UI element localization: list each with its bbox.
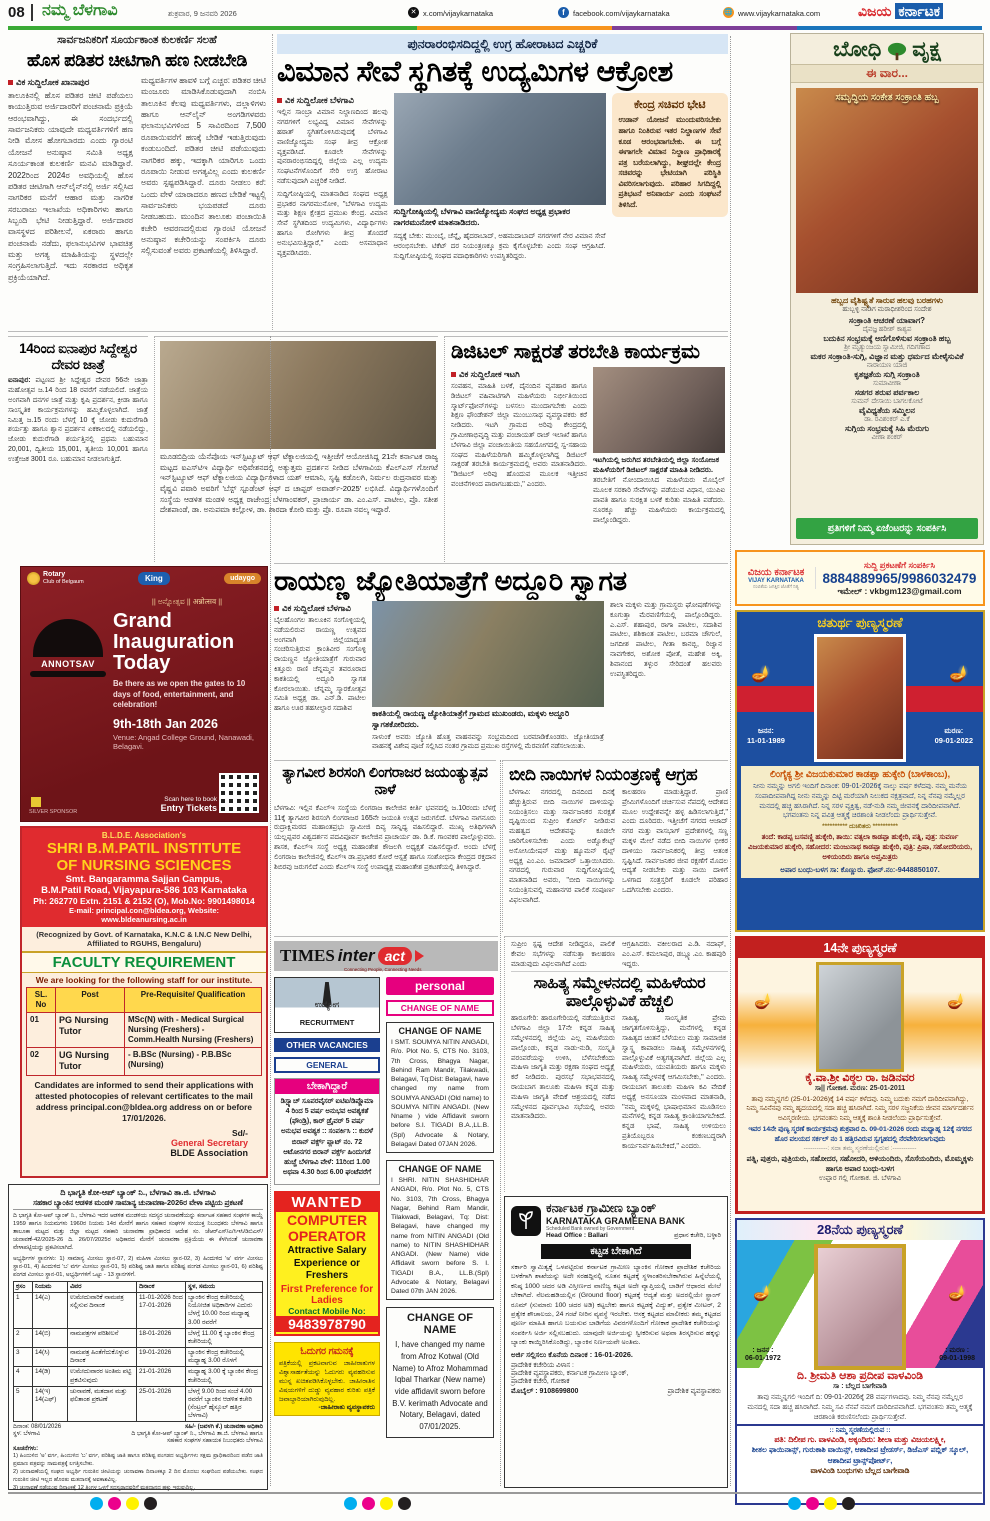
obit3-title: 28ನೆಯ ಪುಣ್ಯಸ್ಮರಣೆ bbox=[737, 1220, 983, 1240]
rotary-wheel-icon bbox=[27, 572, 40, 585]
readers-note-title: ಓದುಗರ ಗಮನಕ್ಕೆ bbox=[300, 1345, 354, 1357]
lamp-icon: 🪔 bbox=[751, 666, 771, 683]
bodhi-title-right: ವೃಕ್ಷ bbox=[912, 38, 941, 61]
obituary-14th bbox=[735, 936, 985, 1214]
sankranti-photo bbox=[796, 88, 978, 293]
lamp-icon: 🪔 bbox=[947, 993, 966, 1010]
bodhi-vruksha-panel bbox=[790, 33, 984, 545]
election-bank-name: ದಿ ಭಾಗ್ಯತಿ ಕೋ-ಆಪ್ ಬ್ಯಾಂಕ್ ನಿ., ಬೆಳಗಾವಿ ತಾ.ಜಿ. ಬೆಳಗಾವಿ bbox=[60, 1188, 216, 1197]
blde-faculty-heading: FACULTY REQUIREMENT bbox=[22, 951, 266, 973]
annotsav-dates: 9th-18th Jan 2026 bbox=[113, 716, 218, 731]
obit1-birth: 11-01-1989 bbox=[747, 736, 785, 745]
wanted-phone[interactable]: 9483978790 bbox=[276, 1316, 378, 1332]
sahitya-col2: ಸಾಹಿತ್ಯ, ಸಾಂಸ್ಕೃತಿಕ ಪ್ರೇಮ ಜಾಗೃತಗೊಳಿಸುತ್ತಿದ್ದು, ಮನೆಗಳಲ್ಲಿ ಕನ್ನಡ ಸಾಹಿತ್ಯದ ಚಿಂತನೆ ಬೆಳೆಯಲು ಮತ್ತು ಸಾಮಾಜಿಕ ಸ್ವಾಸ್ಥ್ಯ ಕಾಪಾಡಲು ಸಾಹಿತ್ಯ ಸಮ್ಮೇಳನಗಳಲ್ಲಿ ಪಾಲ್ಗೊಳ್ಳುವಿಕೆ ಅತ್ಯಗತ್ಯವಾಗಿದೆ. ಜಿಲ್ಲೆಯ ಎಲ್ಲ ಮಹಿಳೆಯರು, ಯುವತಿಯರು ಹಾಗೂ ಮಕ್ಕಳು ಸಾಹಿತ್ಯ ಸಮ್ಮೇಳನಕ್ಕೆ ಆಗಮಿಸಬೇಕು,'' ಎಂದರು. ರಾಯಬಾಗ ತಾಲೂಕು ಮಹಿಳಾ ಕವಿ ವೇದಿಕೆ ಅಧ್ಯಕ್ಷೆ ಅನಸೂಯಾ ಮಂಳವಾದ ಮಾತನಾಡಿ, ''ನಮ್ಮ ಮಕ್ಕಳಲ್ಲಿ ಭಾಷಾಭಿಮಾನ ಮೂಡಿಸಲು ಮನೆಗಳಲ್ಲಿ ಕನ್ನಡ ಸಾಹಿತ್ಯ ಕ್ರಾಂತಿಯಾಗಬೇಕಿದೆ. ಕನ್ನಡ ಭಾಷೆ, ಸಾಹಿತ್ಯ ಉಳಿಯಲು ಪ್ರತಿಯೊಬ್ಬರೂ ಕಂಕಣಬದ್ಧರಾಗಿ ಕಾರ್ಯನಿರ್ವಹಿಸಬೇಕಿದೆ,'' ಎಂದರು. bbox=[622, 1015, 726, 1150]
vk-logo-en: VIJAY KARNATAKA bbox=[748, 578, 804, 584]
election-schedule-table: ಕ್ರಸಂ ನಿಯಮ ವಿವರ ದಿನಾಂಕ ಸ್ಥಳ, ಸಮಯ 1 14(ಎ) ಉಮೇದುವಾರಿಕೆ ನಾಮಪತ್ರ ಸಲ್ಲಿಸುವ ದಿನಾಂಕ 11-01-2026 ರಿಂದ 17-01-2026 ಬ್ಯಾಂಕಿನ ಕೇಂದ್ರ ಕಚೇರಿಯಲ್ಲಿ ನಿಯೋಜಿತ ಅಧಿಕಾರಿಗಳ ಎದುರು ಬೆಳಗ್ಗೆ 10.00 ರಿಂದ ಮಧ್ಯಾಹ್ನ 3.00 ರವರೆಗೆ 2 14(ಬಿ) ನಾಮಪತ್ರಗಳ ಪರಿಶೀಲನೆ 18-01-2026 ಬೆಳಗ್ಗೆ 11.00 ಕ್ಕೆ ಬ್ಯಾಂಕಿನ ಕೇಂದ್ರ ಕಚೇರಿಯಲ್ಲಿ 3 14(ಸಿ) ನಾಮಪತ್ರ ಹಿಂತೆಗೆದುಕೊಳ್ಳುವ ದಿನಾಂಕ 19-01-2026 ಬ್ಯಾಂಕಿನ ಕೇಂದ್ರ ಕಚೇರಿಯಲ್ಲಿ ಮಧ್ಯಾಹ್ನ 3.00 ರೊಳಗೆ 4 14(ಡಿ) ಉಮೇದುವಾರರ ಅಂತಿಮ ಪಟ್ಟಿ ಪ್ರಕಟಿಸುವುದು 21-01-2026 ಮಧ್ಯಾಹ್ನ 3.00 ಕ್ಕೆ ಬ್ಯಾಂಕಿನ ಕೇಂದ್ರ ಕಚೇರಿಯಲ್ಲಿ 5 14(ಇ) 14(ಎಫ್) ಚುನಾವಣೆ, ಮತದಾನ ಮತ್ತು ಫಲಿತಾಂಶ ಪ್ರಕಟಣೆ 25-01-2026 ಬೆಳಗ್ಗೆ 9.00 ರಿಂದ ಸಂಜೆ 4.00 ರವರೆಗೆ ಬ್ಯಾಂಕಿನ ಆಡಳಿತ ಕಚೇರಿ (ಸೆಂಟ್ರಲ್ ಹೈಸ್ಕೂಲ್ ಹತ್ತಿರ ಬೆಳಗಾವಿ) bbox=[13, 1281, 263, 1423]
wanted-l1: WANTED bbox=[276, 1193, 378, 1212]
blde-assoc2: BLDE Association bbox=[170, 1148, 248, 1159]
section-rule bbox=[8, 331, 728, 332]
obit2-name: ಕೈ.ವಾ.ಶ್ರೀ ವಿಠ್ಠಲ ರಾ. ಜಡಿನವರ bbox=[805, 1072, 915, 1084]
x-link[interactable]: x.com/vijaykarnataka bbox=[423, 9, 494, 18]
jatre-dateline: ಐನಾಪುರ: bbox=[8, 377, 31, 385]
bekagiddare-body: ಡಿಸ್ಪ್ಯಾಚ್ ಸೂಪರವೈಸರ್ ಐಟಿಐ/ಡಿಪ್ಲೊಮಾ 4 ರಿಂದ 5 ವರ್ಷ ಅನುಭವ ಅವಶ್ಯಕತೆ (ಫೌಂಡ್ರಿ), ಕಾರ್ ಡ್ರೈವರ್ 5 ವರ್ಷ ಅನುಭವ ಅವಶ್ಯಕ :: ಸಂಪರ್ಕಿಸಿ :: ಕುದಳೆ ಬಿರಾನ್ ವರ್ಕ್ಸ್ ಪ್ಲಾಟ್ ನಂ. 72 ಆಟೋನಗರ ಬಿರಾನ್ ವರ್ಕ್ಸ್ ಹಿಂದುಗಡೆ ಹುಚ್ಚೆ ಬೆಳಗಾವಿ ವೇಳೆ: 11ರಿಂದ 1.00 ಅಥವಾ 4.30 ರಿಂದ 6.00 ಘಂಟೆವರೆಗೆ bbox=[280, 1098, 374, 1176]
change-of-name-notice: CHANGE OF NAME I SMT. SOUMYA NITIN ANGADI, R/o. Plot No. 5, CTS No. 3103, 7th Cross, Bhagya Nagar, Behind Ram Mandir, Tilakwadi, Belagavi, Tq:Dist: Belagavi, have changed my name from SOUMYA ANGADI (Old name) to SOUMYA NITIN ANGADI. (New Nname ) vide Affidavit sworn before S.I. TIGADI B.A.,LL.B.(Spl) Advocate & Notary, Belagavi Dated 07JAN 2026. bbox=[386, 1022, 494, 1153]
column-divider bbox=[730, 36, 731, 1486]
obit1-name: ಲಿಂಗೈಕ್ಯ ಶ್ರೀ ವಿಜಯಕುಮಾರ ಕಾಡಪ್ಪಾ ಹುಕ್ಕೇರಿ (ಬಾಳಕಾಂಬ), bbox=[769, 769, 951, 780]
bodhi-item: ಕೃತಜ್ಞತೆಯ ಸುಗ್ಗಿ ಸಂಕ್ರಾಂತಿ ಸುಮಾವೀಣಾ bbox=[854, 370, 920, 387]
obit1-title: ಚತುರ್ಥ ಪುಣ್ಯಸ್ಮರಣೆ bbox=[817, 615, 903, 630]
blde-th-qual: Pre-Requisite/ Qualification bbox=[125, 988, 262, 1013]
digital-col1: ಸಂವಹನ, ಮಾಹಿತಿ ಬಳಕೆ, ದೈನಂದಿನ ವ್ಯವಹಾರ ಹಾಗೂ ಡಿಜಿಟಲ್ ವಹಿವಾಟಿಗಾಗಿ ಮಹಿಳೆಯರು ನಿರ್ಭೀತಿಯಿಂದ ಸ್ಮಾರ್ಟ್‌ಫೋನ್‌ಗಳನ್ನು ಬಳಸಲು ಮುಂದಾಗಬೇಕು ಎಂದು ಶಿಕ್ಷಣ ಫೌಂಡೇಶನ್ ಜಿಲ್ಲಾ ಮುಂಬುಸಾಥ ವ್ಯವಸ್ಥಾಪಕರು ಕರೆ ನೀಡಿದರು. ಇಟಗಿ ಗ್ರಾಮದ ಅರಿವು ಕೇಂದ್ರದಲ್ಲಿ ಗ್ರಾಮೀಣಾಭಿವೃದ್ಧಿ ಮತ್ತು ಪಂಚಾಯತ್ ರಾಜ್ ಇಲಾಖೆ ಹಾಗೂ ಬೆಳಗಾವಿ ಜಿಲ್ಲಾ ಪಂಚಾಯಿತಿಯ ಸಹಯೋಗದಲ್ಲಿ ಸ್ವ-ಸಹಾಯ ಸಂಘದ ಮಹಿಳೆಯರಿಗಾಗಿ ಹಮ್ಮಿಕೊಳ್ಳಲಾಗಿದ್ದ ಡಿಜಿಟಲ್ ಸಾಕ್ಷರತೆ ತರಬೇತಿ ಕಾರ್ಯಕ್ರಮದಲ್ಲಿ ಅವರು ಮಾತನಾಡಿದರು. ''ಡಿಜಿಟಲ್ ಅರಿವು ಹೊಂದುವ ಮೂಲಕ ಇತ್ತೀಚಿನ ವಂಚನೆಗಳಿಂದ ಪಾರಾಗಬಹುದು,'' ಎಂದರು. bbox=[451, 383, 587, 488]
election-place: ಸ್ಥಳ: ಬೆಳಗಾವಿ bbox=[13, 1431, 41, 1438]
obit1-text: ನೀನು ನಮ್ಮನ್ನು ಅಗಲಿ ಇಂದಿಗೆ ದಿನಾಂಕ: 09-01-2026ಕ್ಕೆ ನಾಲ್ಕು ವರ್ಷ ಕಳೆದವು. ನಮ್ಮ ಮನೆಯ ಸಂಪಾದೀಪವಾಗಿದ್ದ ನೀನು ನಮ್ಮನ್ನು ದಿಟ್ಟಿ ಮರೆಯಾಗಿ ನಿಲುಕದ ನಕ್ಷತ್ರವಾದೆ, ನಿನ್ನ ನೆನಪು ನಮ್ಮೆಲ್ಲರ ಮನದಲ್ಲಿ ಹಚ್ಚ ಹಸಿರಾಗಿದೆ. ನಿನ್ನ ಸರಳ ವ್ಯಕ್ತಿತ್ವ, ನಡೆ-ನುಡಿ ನಮ್ಮ ಜೀವನಕ್ಕೆ ದಾರಿದೀಪವಾಗಿದೆ. ಭಗವಂತನು ನಿನ್ನ ಪವಿತ್ರ ಆತ್ಮಕ್ಕೆ ಚಿರಶಾಂತಿ ನೀಡಲೆಂದು ಪ್ರಾರ್ಥಿಸುತ್ತೇವೆ. bbox=[753, 783, 967, 820]
rayanna-col2: ಸಾಳುಂಕೆ ಅವರು ಜ್ಯೋತಿ ಹೊತ್ತ ವಾಹನವನ್ನು ಸಂಭ್ರಮದಿಂದ ಬರಮಾಡಿಕೊಂಡರು. ಜ್ಯೋತಿಯಾತ್ರೆ ವಾಹನಕ್ಕೆ ವಿಶೇಷ ಪೂಜೆ ಸಲ್ಲಿಸಿದ ನಂತರ ಗ್ರಾಮದ ಪ್ರಮುಖ ರಸ್ತೆಗಳಲ್ಲಿ ಮೆರವಣಿಗೆ ನಡೆಸಲಾಯಿತು. bbox=[372, 733, 604, 751]
annotsav-headline: Grand Inauguration Today bbox=[113, 610, 235, 674]
obit2-highlight: ಇವರ 14ನೇ ಪುಣ್ಯ ಸ್ಮರಣೆ ಕಾರ್ಯಕ್ರಮವು ಶುಕ್ರವಾರ ದಿ. 09-01-2026 ರಂದು ಮಧ್ಯಾಹ್ನ 12ಕ್ಕೆ ನಗರದ ಹೊರ ವಲಯದ ಸರ್ಕಲ್ ನಂ 1 ಹತ್ತಿರವಿರುವ ಸ್ವಗೃಹದಲ್ಲಿ ನೆರವೇರಿಸಲಾಗುವುದು bbox=[748, 1126, 972, 1143]
scan-label: Scan here to book bbox=[164, 796, 217, 803]
dogs-col2: ಕಾಲಹರಣ ಮಾಡುತ್ತಿದ್ದಾರೆ. ಪ್ರಾಣಿ ಪ್ರೇಮಿಗಳೊಂದಿಗೆ ಚರ್ಚಿಸುವ ನೆಪದಲ್ಲಿ ಆದೇಶದ ಮೂಲ ಉದ್ದೇಶವನ್ನೇ ಹಳ್ಳ ಹಿಡಿಸಲಾಗುತ್ತಿದೆ,'' ಎಂದು ದೂರಿದರು. ಇತ್ತೀಚೆಗೆ ನಗರದ ಆಜಾದ್ ನಗರ ಮತ್ತು ವಾಸಭಾಗ್ ಪ್ರದೇಶಗಳಲ್ಲಿ ಸಣ್ಣ ಮಕ್ಕಳ ಮೇಲೆ ನಡೆದ ಬೀದಿ ನಾಯಿಗಳ ಭೀಕರ ದಾಳಿಯು ಸಾರ್ವಜನಿಕರಲ್ಲಿ ತೀವ್ರ ಆತಂಕ ಸೃಷ್ಟಿಸಿದೆ. ಸಾರ್ವಜನಿಕರ ಜೀವ ರಕ್ಷಣೆಗೆ ಮೊದಲ ಆದ್ಯತೆ ನೀಡಬೇಕು ಮತ್ತು ನಾಯಿ ದಾಳಿಗೆ ಒಳಗಾದ ಸಂತ್ರಸ್ತರಿಗೆ ಕೂಡಲೇ ಪರಿಹಾರ ಒದಗಿಸಬೇಕು ಎಂದರು. bbox=[622, 789, 728, 894]
classifieds-column bbox=[274, 936, 498, 1520]
obit3-death: 09-01-1998 bbox=[939, 1355, 975, 1362]
building-wanted-bar: ಕಟ್ಟಡ ಬೇಕಾಗಿದೆ bbox=[541, 1244, 691, 1259]
grameena-body: ಸರ್ಕಾರಿ ಸ್ವಾಮಿತ್ವಕ್ಕೆ ಒಳಪಟ್ಟಿರುವ ಕರ್ನಾಟಕ ಗ್ರಾಮೀಣ ಬ್ಯಾಂಕಿನ ಗೋಕಾಕ ಪ್ರಾದೇಶಿಕ ಕಚೇರಿಯ ಬಳಕೆಗಾಗಿ ಶಾಖೆಯನ್ನು ಅದೇ ಸರಹದ್ದಿನಲ್ಲಿ ನೂತನ ಕಟ್ಟಡಕ್ಕೆ ಸ್ಥಳಾಂತರಿಸಬೇಕಾಗಿರುವ ಹಿನ್ನೆಲೆಯಲ್ಲಿ ಕನಿಷ್ಠ 1000 ಚದರ ಅಡಿ ವಿಸ್ತೀರ್ಣದ ವಾಣಿಜ್ಯ ಕಟ್ಟಡ ಅದೇ ವ್ಯಾಪ್ತಿಯಲ್ಲಿ ಬಾಡಿಗೆ ಆಧಾರದ ಮೇಲೆ ಬೇಕಾಗಿದೆ. ನೆಲಮಹಡಿಯಲ್ಲಿನ (Ground floor) ಕಟ್ಟಡಕ್ಕೆ ಆದ್ಯತೆ ಮತ್ತು ಅದರಲ್ಲಿಯೇ ಸ್ಟ್ರಾಂಗ್ ರೂಮ್ (ಸುಮಾರು 100 ಚದರ ಅಡಿ) ಕಟ್ಟಬೇಕು ಹಾಗೂ ಕಟ್ಟಡಕ್ಕೆ ವಿದ್ಯುತ್, ಪ್ರತ್ಯೇಕ ಮೀಟರ್, 2 ಪ್ರತ್ಯೇಕ ಶೌಚಾಲಯ, 24 ಗಂಟೆ ನೀರಿನ ವ್ಯವಸ್ಥೆ ಇರಬೇಕು. ಆಸಕ್ತ ಕಟ್ಟಡದ ಮಾಲೀಕರು ತಮ್ಮ ಕಟ್ಟಡದ ಪೂರ್ಣ ಮಾಹಿತಿ ಹಾಗೂ ಬಯಸುವ ಬಾಡಿಗೆಯ ವಿವರಗಳೊಂದಿಗೆ ಗೋಕಾಕ ಪ್ರಾದೇಶಿಕ ಕಚೇರಿಯನ್ನು ಸಂಪರ್ಕಿಸಿ ಅರ್ಜಿ ಸಲ್ಲಿಸಬಹುದು. ಯಾವುದೇ ಅರ್ಜಿಯನ್ನು ಸ್ವೀಕರಿಸುವ ಅಥವಾ ತಿರಸ್ಕರಿಸುವ ಹಕ್ಕನ್ನು ಬ್ಯಾಂಕು ಕಾಯ್ದಿರಿಸಿಕೊಂಡಿದ್ದು, ಬ್ಯಾಂಕಿನ ನಿರ್ಣಯವೇ ಅಂತಿಮ. bbox=[511, 1264, 721, 1346]
obit2-text: ತಾವು ನಮ್ಮನ್ನಗಲಿ (25-01-2026)ಕ್ಕೆ 14 ವರ್ಷ ಕಳೆದವು. ನಿಮ್ಮ ಬದುಕು ನಮಗೆ ದಾರಿದೀಪವಾಗಿದ್ದು, ನಿಮ್ಮ ಸವಿನೆನಪು ನಮ್ಮ ಹೃದಯದಲ್ಲಿ ಸದಾ ಹಚ್ಚ ಹಸಿರಾಗಿದೆ. ನಿಮ್ಮ ಸರಳ ಸಜ್ಜನಿಕೆಯ ಜೀವನ ಮಾರ್ಗದರ್ಶನ ಅವಿಸ್ಮರಣೀಯ. ಭಗವಂತನು ನಿಮ್ಮ ಆತ್ಮಕ್ಕೆ ಶಾಂತಿ ನೀಡಲೆಂದು ಪ್ರಾರ್ಥಿಸುತ್ತೇವೆ. bbox=[746, 1096, 974, 1122]
blde-sd: Sd/- bbox=[231, 1128, 248, 1139]
obit3-family1: ಪತಿ: ದಿಲೀಪ ಗು. ವಾಳವಿಂಡಿ, ಅಕ್ಕಂದಿರು: ಶೀಲಾ ಮತ್ತು ವಿಜಯಲಕ್ಷ್ಮೀ, bbox=[774, 1435, 946, 1445]
lamp-icon: 🪔 bbox=[949, 666, 969, 683]
annotsav-venue: Venue: Angad College Ground, Nanawadi, Belagavi. bbox=[113, 732, 254, 751]
table-row: 02 UG Nursing Tutor - B.BSc (Nursing) - P.B.BSc (Nursing) bbox=[27, 1048, 262, 1076]
page-bottom-rule bbox=[8, 1492, 982, 1494]
obit3-text: ತಾವು ನಮ್ಮನ್ನಗಲಿ ಇಂದಿಗೆ ದಿ: 09-01-2026ಕ್ಕೆ 28 ವರ್ಷಗಳಾದವು. ನಿಮ್ಮ ನೆನಪು ನಮ್ಮೆಲ್ಲರ ಮನದಲ್ಲಿ ಸದಾ ಹಚ್ಚ ಹಸಿರಾಗಿದೆ. ನಿಮ್ಮ ಸವಿ ನೆನಪೆ ನಮಗೆ ದಾರಿದೀಪವಾಗಿದೆ. ಭಗವಂತನು ತಮ್ಮ ಆತ್ಮಕ್ಕೆ ಚಿರಶಾಂತಿ ಕರುಣಿಸಲೆಂದು ಪ್ರಾರ್ಥಿಸುತ್ತೇವೆ. bbox=[737, 1391, 983, 1426]
section-title: ನಮ್ಮ ಬೆಳಗಾವಿ bbox=[42, 2, 118, 19]
bodhi-item: ಸಡಗರ ತರುವ ಪರ್ವಕಾಲ ಸುಮನ್ ದೇಸಾಯಿ ಬಾಗಲಕೋಟೆ bbox=[851, 388, 923, 405]
table-row: 4 14(ಡಿ) ಉಮೇದುವಾರರ ಅಂತಿಮ ಪಟ್ಟಿ ಪ್ರಕಟಿಸುವುದು 21-01-2026 ಮಧ್ಯಾಹ್ನ 3.00 ಕ್ಕೆ ಬ್ಯಾಂಕಿನ ಕೇಂದ್ರ ಕಚೇರಿಯಲ್ಲಿ bbox=[14, 1367, 263, 1386]
change-of-name-notice: CHANGE OF NAME I SHRI. NITIN SHASHIDHAR ANGADI, R/o. Plot No. 5, CTS No. 3103, 7th Cross, Bhagya Nagar, Behind Ram Mandir, Tilakwadi, Belagavi, Tq: Dist: Belagavi, have changed my name from NITIN ANGADI (Old name) to NITIN SHASHIDHAR ANGADI. (New Name) vide Affidavit sworn before S. I. TIGADI B.A., LL.B.(Spl) Advocate & Notary, Belagavi Dated 07th JAN 2026. bbox=[386, 1160, 494, 1300]
article-flight bbox=[272, 34, 728, 330]
bodhi-week-label: ಈ ವಾರ... bbox=[791, 64, 983, 83]
ration-kicker: ಸಾರ್ವಜನಿಕರಿಗೆ ಸೂರ್ಯಕಾಂತ ಕುಲಕರ್ಣಿ ಸಲಹೆ bbox=[57, 34, 217, 46]
annotsav-cloche-label: ANNOTSAV bbox=[41, 659, 95, 669]
readers-note-text: ಪತ್ರಿಕೆಯಲ್ಲಿ ಪ್ರಕಟವಾಗುವ ಜಾಹೀರಾತುಗಳ ವಿಶ್ವಾಸಾರ್ಹತೆಯನ್ನು ಓದುಗರು ವ್ಯವಹರಿಸುವ ಮುನ್ನ ಖಚಿತಪಡಿಸಿಕೊಳ್ಳಬೇಕು. ಜಾಹೀರಾತಿನ ವಿಷಯಗಳಿಗೆ ದುಡ್ಡು ವ್ಯವಹಾರ ಕುರಿತು ಪತ್ರಿಕೆ ಜವಾಬ್ದಾರಿಯಾಗಿರುವುದಿಲ್ಲ. bbox=[279, 1359, 375, 1403]
obit1-death-label: ಮರಣ: bbox=[944, 726, 964, 735]
obit2-family: ಪತ್ನಿ, ಪುತ್ರರು, ಪುತ್ರಿಯರು, ಸಹೋದರ, ಸಹೋದರಿ, ಅಳಿಯಂದಿರು, ಸೊಸೆಯಂದಿರು, ಮೊಮ್ಮಕ್ಕಳು ಹಾಗೂ ಅಪಾರ ಬಂಧು-ಬಳಗ bbox=[746, 1153, 974, 1174]
silver-sponsor-label: SILVER SPONSOR bbox=[29, 809, 78, 815]
rayanna-col3: ಶಾಲಾ ಮಕ್ಕಳು ಮತ್ತು ಗ್ರಾಮಸ್ಥರು ಘೋಷಣೆಗಳನ್ನು ಕೂಗುತ್ತಾ ಮೆರವಣಿಗೆಯಲ್ಲಿ ಪಾಲ್ಗೊಂಡಿದ್ದರು. ಎ.ಎಸ್. ಶಹಾಪುರ, ರಾಗಾ ಪಾಟೀಲ, ಸದಾಶಿವ ಪಾಟೀಲ, ಶಶಿಕಾಂತ ಪಾಟೀಲ, ಬರಮಾ ಚೌಗುಲೆ, ಜಗದೀಶ ಪಾಟೀಲ, ಗೀತಾ ಕಾನಬ್ಬಿ, ರಿಜ್ವಾನ ನಾವಗೇಕರ, ಅಶೋಕ ಪೋತೆ, ಮಹೇಶ ಅಕ್ಕಿ, ಶಿವಾನಂದ ತಳ್ಳುರ ಸೇರಿದಂತೆ ಹಲವರು ಉಪಸ್ಥಿತರಿದ್ದರು. bbox=[610, 602, 722, 678]
bank-name-en: KARNATAKA GRAMEENA BANK bbox=[546, 1216, 685, 1226]
bodhi-item: ಸಂಕ್ರಾಂತಿ ಆಚರಣೆ ಯಾವಾಗ? ದೈವಜ್ಞ ಹರೀಶ್ ಕಾಶ್ಯಪ bbox=[848, 316, 926, 333]
jatre-body: ಪಟ್ಟಣದ ಶ್ರೀ ಸಿದ್ದೇಶ್ವರ ದೇವರ 56ನೇ ಜಾತ್ರಾ ಮಹೋತ್ಸವ ಜ.14 ರಿಂದ 18 ರವರೆಗೆ ನಡೆಯಲಿದೆ. ಜಾತ್ರೆಯ ಅಂಗವಾಗಿ ದನಗಳ ಜಾತ್ರೆ ಮತ್ತು ಕೃಷಿ ಪ್ರದರ್ಶನ, ಕ್ರೀಡಾ ಹಾಗೂ ಸಾಂಸ್ಕೃತಿಕ ಕಾರ್ಯಕ್ರಮಗಳನ್ನು ಹಮ್ಮಿಕೊಳ್ಳಲಾಗಿದೆ. ಜಾತ್ರೆ ನಿಮಿತ್ತ ಜ.15 ರಂದು ಬೆಳಗ್ಗೆ 10 ಕ್ಕೆ ಜೋಡು ಕುದುರೆಗಾಡಿ ಶರ್ಯತ್ತು ಹಾಗೂ ಶ್ವಾನ ಪ್ರದರ್ಶನ ಏಕಕಾಲದಲ್ಲಿ ನಡೆಯಲಿದ್ದು, ಜೋಡು ಕುದುರೆಗಾಡಿ ಶರ್ಯತ್ತಿನಲ್ಲಿ ಪ್ರಥಮ ಬಹುಮಾನ 20,001, ದ್ವಿತೀಯ 15,001, ತೃತೀಯ 10,001 ಹಾಗೂ ಉತ್ತೇಜಕ 3001 ರೂ. ಬಹುಮಾನ ನೀಡಲಾಗುತ್ತಿದೆ. bbox=[8, 377, 148, 463]
times-tagline: Connecting People, Connecting Needs bbox=[344, 967, 422, 972]
recruitment-box bbox=[274, 977, 380, 1033]
edition-date: ಶುಕ್ರವಾರ, 9 ಜನವರಿ 2026 bbox=[168, 9, 237, 18]
bodhi-item: ಸುಗ್ಗಿಯ ಸಂಭ್ರಮಕ್ಕೆ ಸಿಹಿ ಮೆರುಗು ವೀಣಾ ಶಂಕರ್ bbox=[844, 424, 930, 441]
wanted-l2: COMPUTER bbox=[286, 1212, 368, 1229]
bodhi-title-left: ಬೋಧಿ bbox=[833, 38, 882, 61]
obit2-divider: -----------: ಸದಾ ತಮ್ಮ ಸ್ಮರಣೆಯಲ್ಲಿರುವ :----------- bbox=[803, 1144, 917, 1152]
wanted-l4: Attractive Salary Experience or Freshers bbox=[287, 1245, 367, 1282]
contact-email[interactable]: ಇಮೇಲ್ : vkbgm123@gmail.com bbox=[837, 585, 962, 596]
lingaraja-body: ಬೆಳಗಾವಿ: ಇಲ್ಲಿನ ಕೆಎಲ್‌ಇ ಸಂಸ್ಥೆಯ ಲಿಂಗರಾಜ ಕಾಲೇಜಿನ ಕೀರ್ತಿ ಭವನದಲ್ಲಿ ಜ.10ರಂದು ಬೆಳಗ್ಗೆ 11ಕ್ಕೆ ತ್ಯಾಗವೀರ ಶಿರಸಂಗಿ ಲಿಂಗರಾಜರ 165ನೇ ಜಯಂತಿ ಉತ್ಸವ ಜರುಗಲಿದೆ. ಬೆಳಗಾವಿ ನಾಗನೂರು ರುದ್ರಾಕ್ಷಿಮಠದ ಮಹಾಂತಪ್ರಭು ಸ್ವಾಮೀಜಿ ದಿವ್ಯ ಸಾನ್ನಿಧ್ಯ ವಹಿಸಲಿದ್ದಾರೆ. ಮುಖ್ಯ ಅತಿಥಿಗಳಾಗಿ ಯಲ್ಲಪ್ಪವರ ವಿಶ್ವದರ್ಶನ ಪದವಿಪೂರ್ವ ಕಾಲೇಜಿನ ಪ್ರಾಚಾರ್ಯ ಡಾ. ಡಿ.ಕೆ. ಗಾಂವಕರ ಪಾಲ್ಗೊಳ್ಳುವರು. ಶಾಸಕ, ಕೆಎಲ್‌ಇ ಸಂಸ್ಥೆ ಅಧ್ಯಕ್ಷ ಮಹಾಂತೇಶ ಕೌಜಲಗಿ ಅಧ್ಯಕ್ಷತೆ ವಹಿಸಲಿದ್ದಾರೆ. ಅಂದು ಬೆಳಗ್ಗೆ ಲಿಂಗರಾಜ ಕಾಲೇಜಿನಲ್ಲಿ ಕೆಎಲ್‌ಇ ಡಾ.ಪ್ರಭಾಕರ ಕೋರೆ ಆಸ್ಪತ್ರೆ ಹಾಗೂ ಸಂಶೋಧನಾ ಕೇಂದ್ರದ ರಕ್ತದಾನ ಶಿಬಿರವು ಜರುಗಲಿದೆ ಎಂದು ಕೆಎಲ್‌ಇ ಸಂಸ್ಥೆ ಉಪಾಧ್ಯಕ್ಷ ಮಹಾಂತೇಶ ಪ್ರಕಟಣೆಯಲ್ಲಿ ತಿಳಿಸಿದ್ದಾರೆ. bbox=[274, 804, 496, 871]
flight-col1: ಇಲ್ಲಿನ ಸಾಂಬ್ರಾ ವಿಮಾನ ನಿಲ್ದಾಣದಿಂದ ಹಲವು ನಗರಗಳಿಗೆ ಲಭ್ಯವಿದ್ದ ವಿಮಾನ ಸೇವೆಗಳನ್ನು ಹಠಾತ್ ಸ್ಥಗಿತಗೊಳಿಸಿರುವುದಕ್ಕೆ ಬೆಳಗಾವಿ ವಾಣಿಜ್ಯೋದ್ಯಮ ಸಂಘ ತೀವ್ರ ಆಕ್ರೋಶ ವ್ಯಕ್ತಪಡಿಸಿದೆ. ಕೂಡಲೇ ಸೇವೆಗಳನ್ನು ಪುನರಾರಂಭಿಸದಿದ್ದಲ್ಲಿ ಜಿಲ್ಲೆಯ ಎಲ್ಲ ಉದ್ಯಮ ಸಂಘಟನೆಗಳೊಂದಿಗೆ ಸೇರಿ ಉಗ್ರ ಹೋರಾಟ ನಡೆಸುವುದಾಗಿ ಎಚ್ಚರಿಕೆ ನೀಡಿದೆ. bbox=[277, 109, 388, 185]
wanted-l3: OPERATOR bbox=[287, 1228, 367, 1245]
vk-logo-tagline: ನಂಬಿಕೆಯ ಜಗತ್ತಿನ ಜೊತೆಗೆ ನಿತ್ಯ bbox=[753, 584, 799, 589]
rayanna-col1: ಬೈಲಹೊಂಗಲ ತಾಲೂಕಿನ ಸಂಗೊಳ್ಳಿಯಲ್ಲಿ ನಡೆಯಲಿರುವ ರಾಯಣ್ಣ ಉತ್ಸವದ ಅಂಗವಾಗಿ ಜಿಲ್ಲೆಯಾದ್ಯಂತ ಸಂಚರಿಸುತ್ತಿರುವ ಕ್ರಾಂತಿವೀರ ಸಂಗೊಳ್ಳಿ ರಾಯಣ್ಣನ ಜ್ಯೋತಿಯಾತ್ರೆಗೆ ಗುರುವಾರ ಕಿತ್ತೂರು ರಾಣಿ ಚೆನ್ನಮ್ಮನ ತವರೂರಾದ ಕಾಕತಿಯಲ್ಲಿ ಅದ್ದೂರಿ ಸ್ವಾಗತ ಕೋರಲಾಯಿತು. ಚೆನ್ನಮ್ಮ ಸ್ಮಾರಕೋತ್ಸವ ಸಮಿತಿ ಅಧ್ಯಕ್ಷ ಡಾ. ಎನ್.ಡಿ. ಪಾಟೀಲ ಹಾಗೂ ಊರ ತಹಸೀಲ್ದಾರ ಸದಾಶಿವ bbox=[274, 617, 366, 713]
bodhi-item: ಬದುಕಿನ ಸಂಭ್ರಮಕ್ಕೆ ಅಣಿಗೊಳಿಸುವ ಸಂಕ್ರಾಂತಿ ಹಬ್ಬ ಶ್ರೀ ಮೃತ್ಯುಂಜಯ ಸ್ವಾಮೀಜಿ, ಗದಿಗಣಾದ bbox=[823, 334, 951, 351]
ration-headline: ಹೊಸ ಪಡಿತರ ಚೀಟಿಗಾಗಿ ಹಣ ನೀಡಬೇಡಿ bbox=[26, 50, 248, 70]
election-note3: 3) ಚುನಾವಣೆ ನಡೆಯುವ ದಿನಾಂಕಕ್ಕೆ 12 ತಿಂಗಳ ಒಳಗೆ ಸದಸ್ಯರಾದವರಿಗೆ ಮತದಾನದ ಹಕ್ಕು ಇರುವುದಿಲ್ಲ. bbox=[13, 1484, 196, 1491]
byline-bullet-icon bbox=[277, 98, 282, 103]
digital-headline: ಡಿಜಿಟಲ್ ಸಾಕ್ಷರತೆ ತರಬೇತಿ ಕಾರ್ಯಕ್ರಮ bbox=[451, 341, 700, 363]
sponsor-logo: udaygo bbox=[224, 573, 261, 584]
king-logo: King bbox=[138, 572, 170, 585]
sankranti-photo-caption: ಸಮೃದ್ಧಿಯ ಸಂಕೇತ ಸಂಕ್ರಾಂತಿ ಹಬ್ಬ bbox=[835, 92, 939, 103]
blde-assoc: B.L.D.E. Association's bbox=[101, 831, 187, 840]
obit1-family: ತಂದೆ: ಕಾಡಪ್ಪ ಬಸವಣ್ಣಿ ಹುಕ್ಕೇರಿ, ತಾಯಿ: ವತ್ಸಲಾ ಕಾಡಪ್ಪಾ ಹುಕ್ಕೇರಿ, ಪತ್ನಿ, ಪುತ್ರ: ಸುವರ್ಣ ವಿಜಯಕುಮಾರ ಹುಕ್ಕೇರಿ, ಸಹೋದರ: ಮಂಜುನಾಥ ಕಾಡಪ್ಪಾ ಹುಕ್ಕೇರಿ, ಪುತ್ರಿ: ಪ್ರಿಷಾ, ಸಹೋದರಿಯರು, ಅಳಿಯಂದಿರು ಹಾಗೂ ಅಪ್ತಮಿತ್ರರು bbox=[747, 834, 973, 861]
election-notes-label: ಸೂಚನೆಗಳು: bbox=[13, 1446, 39, 1453]
bank-leaf-logo bbox=[511, 1206, 541, 1236]
bank-sched-line: Scheduled Bank owned by Government bbox=[546, 1226, 635, 1232]
readers-note-sign: -ಜಾಹೀರಾತು ವ್ಯವಸ್ಥಾಪಕರು bbox=[318, 1404, 375, 1412]
jyothi-yatra-photo bbox=[372, 601, 604, 707]
contact-label: ಸುದ್ದಿ ಪ್ರಕಟಣೆಗೆ ಸಂಪರ್ಕಿಸಿ bbox=[863, 559, 936, 570]
dogs-continuation: ಸುಪ್ರೀಂ ಸ್ಪಷ್ಟ ಆದೇಶ ನೀಡಿದ್ದರೂ, ಪಾಲಿಕೆ ಕೇವಲ ಸಭೆಗಳನ್ನು ನಡೆಸುತ್ತಾ ಕಾಲಹರಣ ಮಾಡುವುದು ವಿಫಲವಾಗಿದೆ ಎಂದು bbox=[511, 941, 615, 968]
election-notice bbox=[8, 1184, 268, 1490]
blde-title1: SHRI B.M.PATIL INSTITUTE bbox=[46, 840, 242, 857]
obit3-name: ದಿ. ಶ್ರೀಮತಿ ಆಶಾ ಪ್ರದೀಪ ವಾಳವಿಂಡಿ bbox=[796, 1370, 924, 1382]
table-row: 3 14(ಸಿ) ನಾಮಪತ್ರ ಹಿಂತೆಗೆದುಕೊಳ್ಳುವ ದಿನಾಂಕ 19-01-2026 ಬ್ಯಾಂಕಿನ ಕೇಂದ್ರ ಕಚೇರಿಯಲ್ಲಿ ಮಧ್ಯಾಹ್ನ 3.00 ರೊಳಗೆ bbox=[14, 1348, 263, 1367]
grameena-deadline: ಅರ್ಜಿ ಸಲ್ಲಿಸಲು ಕೊನೆಯ ದಿನಾಂಕ : 16-01-2026. bbox=[511, 1350, 633, 1360]
blde-recognized: (Recognized by Govt. of Karnataka, K.N.C & I.N.C New Delhi, Affiliated to RGUHS, Bengaluru) bbox=[36, 930, 252, 948]
registration-marks bbox=[788, 1497, 860, 1515]
rayanna-byline: ವಿಕ ಸುದ್ದಿಲೋಕ ಬೆಳಗಾವಿ bbox=[274, 603, 366, 614]
change-of-name-label: CHANGE OF NAME bbox=[386, 1000, 494, 1016]
entry-tickets-label: Entry Tickets bbox=[160, 803, 217, 813]
vk-logo-small: ವಿಜಯ ಕರ್ನಾಟಕ bbox=[747, 567, 805, 578]
grameena-sign: ಪ್ರಾದೇಶಿಕ ವ್ಯವಸ್ಥಾಪಕರು bbox=[667, 1388, 721, 1396]
byline-bullet-icon bbox=[8, 80, 13, 85]
yenepoya-caption: ಮೂಡಬಿದ್ರಿಯ ಯೆನೆಪೊಯ ಇನ್‌ಸ್ಟಿಟ್ಯೂಟ್ ಆಫ್ ಟೆಕ್ನಾಲಜಿಯಲ್ಲಿ ಇತ್ತೀಚೆಗೆ ಆಯೋಜಿಸಿದ್ದ 21ನೇ ಕರ್ನಾಟಕ ರಾಜ್ಯ ಮಟ್ಟದ ಐಎಸ್‌ಟಿಇ ವಿದ್ಯಾರ್ಥಿ ಅಧಿವೇಶನದಲ್ಲಿ ಅತ್ಯುತ್ತಮ ಪ್ರದರ್ಶನ ನೀಡಿದ ಬೆಳಗಾವಿಯ ಕೆಎಲ್‌ಎಸ್ ಗೋಗಟೆ ಇನ್‌ಸ್ಟಿಟ್ಯೂಟ್ ಆಫ್ ಟೆಕ್ನಾಲಜಿಯ ವಿದ್ಯಾರ್ಥಿಗಳಾದ ಯಶ್ ಆಮಾನಿ, ಸೃಷ್ಟಿ ಕಡೊಲಗಿ, ನಿರ್ಮಲ ರುದ್ರನಾವರ ಮತ್ತು ವೈಷ್ಣವಿ ಪವಾರಿ ಅವರಿಗೆ 'ಬೆಸ್ಟ್ ಸ್ಟೂಡೆಂಟ್ ಆಫ್ ದ ಚಾಪ್ಟರ್ ಅವಾರ್ಡ್-2025' ಲಭಿಸಿದೆ. ವಿದ್ಯಾರ್ಥಿಗಳೊಂದಿಗೆ ಸಂಸ್ಥೆಯ ಆಡಳಿತ ಮಂಡಳಿ ಅಧ್ಯಕ್ಷ ರಾಜೇಂದ್ರ ಬೆಳಗಾಂವಕರ್, ಪ್ರಾಚಾರ್ಯ ಡಾ. ಎಂ.ಎಸ್. ಪಾಟೀಲ, ಪ್ರೊ. ಸತೀಶ ದೇಶಪಾಂಡೆ, ಡಾ. ಅನುಪಮಾ ಕಲ್ಲೋಳ, ಡಾ. ಶಾರದಾ ಕೋರಿ ಮತ್ತು ಪ್ರೊ. ರೂಪಾ ನವಲ್ಕ ಇದ್ದಾರೆ. bbox=[160, 452, 438, 515]
obit1-footer[interactable]: ಅಪಾರ ಬಂಧು-ಬಳಗ ಸಾ: ಕೊಣ್ಣುರು. ಫೋನ್.ನಂ:-9448850107. bbox=[780, 864, 940, 874]
grameena-addr-label: ಪ್ರಾದೇಶಿಕ ಕಚೇರಿಯ ವಿಳಾಸ : bbox=[511, 1362, 574, 1370]
annotsav-deco-line: || ಅನ್ನೋತ್ಸವ || अन्नोत्सव || bbox=[151, 597, 223, 606]
change-of-name-notice: CHANGE OF NAME I, have changed my name from Afroz Kotwal (Old Name) to Afroz Mohammad Iqbal Tharkar (New name) vide affidavit sworn before B.V. kerimath Advocate and Notary, Belagavi, dated 07/01/2025. bbox=[386, 1307, 494, 1438]
election-org2: ಸಹಕಾರ ಸಂಘಗಳ ಸಹಾಯಕ ನಿಬಂಧಕರು ಬೆಳಗಾವಿ bbox=[167, 1438, 263, 1445]
grameena-addr1: ಪ್ರಾದೇಶಿಕ ವ್ಯವಸ್ಥಾಪಕರು, ಕರ್ನಾಟಕ ಗ್ರಾಮೀಣ ಬ್ಯಾಂಕ್, bbox=[511, 1370, 629, 1378]
obit2-title: 14ನೇ ಪುಣ್ಯಸ್ಮರಣೆ bbox=[738, 939, 982, 958]
readers-note bbox=[274, 1342, 380, 1416]
article-sahitya bbox=[504, 936, 728, 1192]
blde-looking: We are looking for the following staff for our institute. bbox=[35, 975, 253, 985]
silver-sponsor-logo bbox=[31, 797, 41, 807]
grameena-addr2: ಪ್ರಾದೇಶಿಕ ಕಚೇರಿ, ಗೋಕಾಕ bbox=[511, 1378, 570, 1386]
vk-logo-red: ವಿಜಯ bbox=[858, 3, 892, 19]
obit1-death: 09-01-2022 bbox=[934, 736, 973, 745]
obit3-birth: 06-01-1972 bbox=[745, 1355, 781, 1362]
election-intro1: ದಿ ಭಾಗ್ಯತಿ ಕೋ-ಆಪ್ ಬ್ಯಾಂಕ್ ನಿ., ಬೆಳಗಾವಿ ಇದರ ಆಡಳಿತ ಮಂಡಳಿಯ ಸದಸ್ಯರ ಚುನಾವಣೆಯನ್ನು ಕರ್ನಾಟಕ ಸಹಕಾರ ಸಂಘಗಳ ಕಾಯ್ದೆ 1959 ಹಾಗೂ ನಿಯಮಗಳು 1960ರ ನಿಯಮ 14ರ ಮೇರೆಗೆ ಹಾಗೂ ಸಹಕಾರ ಸಂಘಗಳ ಸಂಯುಕ್ತ ನಿಬಂಧಕರು ಬೆಳಗಾವಿ ಹಾಗೂ ತಾಲೂಕಾ ಮಟ್ಟದ ಮತ್ತು ಜಿಲ್ಲಾ ಮಟ್ಟದ ಸಹಕಾರಿ ಚುನಾವಣಾ ಪ್ರಾಧಿಕಾರದ ಆದೇಶ ಸಂ. ಜೆಆರ್‌ಎಸ್/ಎ/ಸಿಇಸಿ/ಡಿಬಿಎಸ್/ಚುನಾವಣೆ-42/2025-26 ದಿ. 26/07/2025ರ ಅಧಿಕಾರದ ಮೇರೆಗೆ ಚುನಾವಣಾ ಪ್ರಕ್ರಿಯೆಯ ಈ ಕೆಳಗಿನಂತೆ ಚುನಾವಣಾ ವೇಳಾಪಟ್ಟಿಯನ್ನು ಪ್ರಕಟಿಸಲಾಗಿದೆ. bbox=[13, 1213, 263, 1252]
ration-col2: ಮಧ್ಯವರ್ತಿಗಳ ಹಾವಳಿ ಬಗ್ಗೆ ಎಚ್ಚರ: ಪಡಿತರ ಚೀಟಿ ಮಂಜೂರು ಮಾಡಿಸಿಕೊಡುವುದಾಗಿ ನಂಬಿಸಿ ತಾಲೂಕಿನ ಕೆಲವು ಮಧ್ಯವರ್ತಿಗಳು, ದಲ್ಲಾಳಿಗಳು ಹಾಗೂ ಆನ್‌ಲೈನ್ ಅಂಗಡಿಗಳವರು ಫಲಾನುಭವಿಗಳಿಂದ 5 ಸಾವಿರದಿಂದ 7,500 ರೂಪಾಯಿವರೆಗೆ ಹಣಕ್ಕೆ ಬೇಡಿಕೆ ಇಡುತ್ತಿರುವುದು ಕಂಡುಬಂದಿದೆ. ಪಡಿತರ ಚೀಟಿ ಪಡೆಯುವುದು ನಾಗರಿಕರ ಹಕ್ಕು, ಇದಕ್ಕಾಗಿ ಯಾರಿಗೂ ಒಂದು ರೂಪಾಯಿ ನೀಡುವ ಅಗತ್ಯವಿಲ್ಲ ಎಂದು ಕುಲಕರ್ಣಿ ಅವರು ಸ್ಪಷ್ಟಪಡಿಸಿದ್ದಾರೆ. ದೂರು ನೀಡಲು ಕರೆ: ಒಂದು ವೇಳೆ ಯಾರಾದರೂ ಹಣದ ಬೇಡಿಕೆ ಇಟ್ಟಲ್ಲಿ ಸಾರ್ವಜನಿಕರು ಭಯಪಡದೆ ದೂರು ನೀಡಬಹುದು. ಮುಂದಿನ ತಾಲೂಕು ಪಂಚಾಯಿತಿ ಕಚೇರಿ ಆವರಣದಲ್ಲಿರುವ ಗ್ಯಾರಂಟಿ ಯೋಜನೆ ಅನುಷ್ಠಾನ ಕಚೇರಿಯನ್ನು ಸಂಪರ್ಕಿಸಿ ದೂರು ಸಲ್ಲಿಸುವಂತೆ ಅವರು ಪ್ರಕಟಣೆಯಲ್ಲಿ ತಿಳಿಸಿದ್ದಾರೆ. bbox=[141, 76, 266, 256]
act-wordmark: act bbox=[378, 947, 412, 965]
election-note2: 2) ಚುನಾವಣೆಯಲ್ಲಿ ಸಂಘದ ಅಭ್ಯರ್ಥಿ ಗುರುತಿನ ಚೀಟಿಯನ್ನು ಚುನಾವಣಾ ದಿನಾಂಕಕ್ಕೂ 2 ದಿನ ಮೊದಲು ಸಂಘದಿಂದ ಪಡೆಯಬೇಕು. ಸಂಘದ ಗುರುತಿನ ಚೀಟಿ ಇಲ್ಲದ ಹೊರತು ಮತದಾನಕ್ಕೆ ಅವಕಾಶವಿಲ್ಲ. bbox=[13, 1469, 263, 1483]
cloche-graphic bbox=[29, 619, 107, 739]
central-minister-box bbox=[612, 93, 728, 216]
bodhi-item: ವೈವಿಧ್ಯತೆಯ ಸಮ್ಮಿಲನ ಡಾ. ರವಿಶಂಕರ್ ಎ.ಕೆ bbox=[859, 406, 915, 423]
blde-email[interactable]: E-mail: principal.con@bldea.org, Website: www.bldeanursing.ac.in bbox=[68, 906, 220, 924]
bodhi-sub1: ಹಬ್ಬದ ವೈಶಿಷ್ಟ್ಯತೆ ಸಾರುವ ಹಲವು ಬರಹಗಳು bbox=[831, 296, 943, 305]
election-intro2: ಅಭ್ಯರ್ಥಿಗಳ ಸ್ಥಾನಗಳು: 1) ಸಾಮಾನ್ಯ ಮೀಸಲು ಸ್ಥಾನ-07, 2) ಮಹಿಳಾ ಮೀಸಲು ಸ್ಥಾನ-02, 3) ಹಿಂದುಳಿದ 'ಅ' ವರ್ಗ ಮೀಸಲು ಸ್ಥಾನ-01, 4) ಹಿಂದುಳಿದ 'ಬ' ವರ್ಗ ಮೀಸಲು ಸ್ಥಾನ-01, 5) ಪರಿಶಿಷ್ಟ ಜಾತಿ ಹಾಗೂ ಪರಿಶಿಷ್ಟ ಪಂಗಡ ಮೀಸಲು ಸ್ಥಾನ-01, 6) ಪರಿಶಿಷ್ಟ ಪಂಗಡ ಮೀಸಲು ಸ್ಥಾನ-01, ಅಭ್ಯರ್ಥಿಗಳಿಗೆ ಒಟ್ಟು - 13 ಸ್ಥಾನಗಳಿಗೆ. bbox=[13, 1255, 263, 1278]
sahitya-col1: ಹಾರೂಗೇರಿ: ಹಾರೂಗೇರಿಯಲ್ಲಿ ನಡೆಯುತ್ತಿರುವ ಬೆಳಗಾವಿ ಜಿಲ್ಲಾ 17ನೇ ಕನ್ನಡ ಸಾಹಿತ್ಯ ಸಮ್ಮೇಳನದಲ್ಲಿ ಜಿಲ್ಲೆಯ ಎಲ್ಲ ಮಹಿಳೆಯರು ಪಾಲ್ಗೊಂಡು, ಕನ್ನಡ ನಾಡು-ನುಡಿ, ಸಂಸ್ಕೃತಿ ಪರಂಪರೆಯನ್ನು ಉಳಿಸಿ, ಬೆಳೆಸಬೇಕೆಂದು ಮಹಿಳಾ ಜಾಗೃತಿ ಮತ್ತು ರಕ್ಷಣಾ ಸಂಘದ ಅಧ್ಯಕ್ಷೆ ಕರೆ ನೀಡಿದರು. ಪುರಸಭೆ ಸಭಾಭವನದಲ್ಲಿ ರಾಯಬಾಗ ತಾಲೂಕು ಮಹಿಳಾ ಕನ್ನಡ ಮತ್ತು ಮಹಿಳಾ ಜಾಗೃತಿ ವೇದಿಕೆ ಆಶ್ರಯದಲ್ಲಿ ನಡೆದ ಸಮ್ಮೇಳನದ ಪೂರ್ವಭಾವಿ ಸಭೆಯಲ್ಲಿ ಅವರು ಮಾತನಾಡಿದರು. bbox=[511, 1015, 615, 1121]
election-note1: 1) ಹಿಂದುಳಿದ 'ಅ' ವರ್ಗ, ಹಿಂದುಳಿದ 'ಬ' ವರ್ಗ, ಪರಿಶಿಷ್ಟ ಜಾತಿ ಹಾಗೂ ಪರಿಶಿಷ್ಟ ಪಂಗಡದ ಅಭ್ಯರ್ಥಿಗಳು ಸಕ್ಷಮ ಪ್ರಾಧಿಕಾರದಿಂದ ಪಡೆದ ಜಾತಿ ಪ್ರಮಾಣ ಪತ್ರವನ್ನು ನಾಮಪತ್ರಕ್ಕೆ ಲಗತ್ತಿಸಬೇಕು. bbox=[13, 1453, 263, 1468]
election-heading: ಸಹಕಾರ ಬ್ಯಾಂಕಿನ ಆಡಳಿತ ಮಂಡಳಿ ಸಾಮಾನ್ಯ ಚುನಾವಣಾ-2026ರ ವೇಳಾ ಪಟ್ಟಿಯ ಪ್ರಕಟಣೆ bbox=[13, 1198, 263, 1210]
box-text: ಉಡಾನ್ ಯೋಜನೆ ಮುಂದುವರಿಸಬೇಕು ಹಾಗೂ ನಿಂತಿರುವ ಇತರ ನಿಲ್ದಾಣಗಳ ಸೇವೆ ಕೂಡ ಆರಂಭವಾಗಬೇಕು. ಈ ಬಗ್ಗೆ ಈಗಾಗಲೇ ವಿಮಾನ ನಿಲ್ದಾಣ ಪ್ರಾಧಿಕಾರಕ್ಕೆ ಪತ್ರ ಬರೆಯಲಾಗಿದ್ದು, ಶೀಘ್ರದಲ್ಲೇ ಕೇಂದ್ರ ಸಚಿವರನ್ನು ಭೇಟಿಯಾಗಿ ಪರಿಸ್ಥಿತಿ ವಿವರಿಸಲಾಗುವುದು. ಪರಿಹಾರ ಸಿಗದಿದ್ದಲ್ಲಿ ಪ್ರತಿಭಟನೆ ಅನಿವಾರ್ಯ ಎಂದು ಸಂಘಟನೆ ತಿಳಿಸಿದೆ. bbox=[618, 115, 721, 209]
times-interact-logo bbox=[274, 941, 498, 971]
section-rule bbox=[274, 563, 728, 564]
flight-col2: ಸುದ್ದಿಗೋಷ್ಠಿಯಲ್ಲಿ ಮಾತನಾಡಿದ ಸಂಘದ ಅಧ್ಯಕ್ಷ ಪ್ರಭಾಕರ ನಾಗರಮುನೋಳಿ, ''ಬೆಳಗಾವಿ ಉದ್ಯಮ ಮತ್ತು ಶಿಕ್ಷಣ ಕ್ಷೇತ್ರದ ಪ್ರಮುಖ ಕೇಂದ್ರ. ವಿಮಾನ ಸೇವೆ ಸ್ಥಗಿತದಿಂದ ಉದ್ಯಮಿಗಳು, ವಿದ್ಯಾರ್ಥಿಗಳು ಹಾಗೂ ರೋಗಿಗಳು ತೀವ್ರ ತೊಂದರೆ ಅನುಭವಿಸುತ್ತಿದ್ದಾರೆ,'' ಎಂದು ಅಸಮಾಧಾನ ವ್ಯಕ್ತಪಡಿಸಿದರು. bbox=[277, 190, 388, 257]
registration-marks bbox=[344, 1497, 416, 1515]
obituary-chaturtha bbox=[735, 610, 985, 932]
press-conference-photo bbox=[394, 93, 606, 205]
other-vacancies-label: OTHER VACANCIES bbox=[274, 1038, 380, 1052]
bank-head-office: Head Office : Ballari bbox=[546, 1232, 608, 1239]
tree-icon bbox=[886, 42, 908, 62]
blde-vacancy-table bbox=[26, 987, 262, 1076]
bekagiddare-title: ಬೇಕಾಗಿದ್ದಾರೆ bbox=[275, 1079, 379, 1094]
column-divider bbox=[270, 336, 271, 1486]
qr-code[interactable] bbox=[219, 773, 259, 813]
globe-icon: 🌐 bbox=[724, 9, 733, 16]
jatre-headline: 14ರಿಂದ ಐನಾಪುರ ಸಿದ್ದೇಶ್ವರ ದೇವರ ಜಾತ್ರೆ bbox=[19, 341, 137, 373]
website-link[interactable]: www.vijaykarnataka.com bbox=[738, 9, 821, 18]
rayanna-headline: ರಾಯಣ್ಣ ಜ್ಯೋತಿಯಾತ್ರೆಗೆ ಅದ್ದೂರಿ ಸ್ವಾಗತ bbox=[274, 566, 627, 596]
general-label: GENERAL bbox=[274, 1057, 380, 1073]
digital-caption: ಇಟಗಿಯಲ್ಲಿ ಜರುಗಿದ ತರಬೇತಿಯಲ್ಲಿ ಜಿಲ್ಲಾ ಸಂಯೋಜಕ ಮಹಿಳೆಯರಿಗೆ ಡಿಜಿಟಲ್ ಸಾಕ್ಷರತೆ ಮಾಹಿತಿ ನೀಡಿದರು. bbox=[593, 455, 720, 474]
yenepoya-figure bbox=[154, 336, 438, 562]
bodhi-item: ಮಕರ ಸಂಕ್ರಾಂತಿ-ಸುಗ್ಗಿ, ವಿಜ್ಞಾನ ಮತ್ತು ಧರ್ಮದ ಮೇಳೈಸುವಿಕೆ ನಾರಾಯಣ ಯಾಜಿ bbox=[810, 352, 964, 369]
obit3-death-label: : ಮರಣ : bbox=[945, 1347, 970, 1354]
lamp-icon: 🪔 bbox=[948, 1285, 967, 1302]
masthead bbox=[0, 0, 990, 28]
registration-marks bbox=[90, 1497, 162, 1515]
lingaraja-headline: ತ್ಯಾಗವೀರ ಶಿರಸಂಗಿ ಲಿಂಗರಾಜರ ಜಯಂತ್ಯುತ್ಸವ ನಾಳೆ bbox=[282, 765, 488, 799]
wanted-l6: Contact Mobile No: bbox=[288, 1305, 366, 1316]
obit3-photo bbox=[814, 1244, 906, 1370]
sahitya-headline-1: ಸಾಹಿತ್ಯ ಸಮ್ಮೇಳನದಲ್ಲಿ ಮಹಿಳೆಯರ bbox=[533, 975, 706, 993]
flight-byline: ವಿಕ ಸುದ್ದಿಲೋಕ ಬೆಳಗಾವಿ bbox=[277, 95, 388, 106]
sahitya-headline-2: ಪಾಲ್ಗೊಳ್ಳುವಿಕೆ ಹೆಚ್ಚಲಿ bbox=[565, 993, 674, 1011]
dogs-col1: ಬೆಳಗಾವಿ: ನಗರದಲ್ಲಿ ದಿನದಿಂದ ದಿನಕ್ಕೆ ಹೆಚ್ಚುತ್ತಿರುವ ಬೀದಿ ನಾಯಿಗಳ ದಾಳಿಯನ್ನು ನಿಯಂತ್ರಿಸಲು ಮತ್ತು ಸಾರ್ವಜನಿಕರ ಸುರಕ್ಷತೆ ದೃಷ್ಟಿಯಿಂದ ಸುಪ್ರೀಂ ಕೋರ್ಟ್ ನೀಡಿರುವ ಮಹತ್ವದ ಆದೇಶವನ್ನು ಕೂಡಲೇ ಜಾರಿಗೊಳಿಸಬೇಕು ಎಂದು ಅಡ್ವೊಕೇಟ್ಸ್ ಅಸೋಸಿಯೇಷನ್ ಮತ್ತು ಹ್ಯೂಮನ್ ರೈಟ್ಸ್ ಅಧ್ಯಕ್ಷ ಎಂ.ಎಂ. ಜಮಾದಾರ್ ಒತ್ತಾಯಿಸಿದರು. ನಗರದಲ್ಲಿ ಗುರುವಾರ ಸುದ್ದಿಗೋಷ್ಠಿಯಲ್ಲಿ ಮಾತನಾಡಿದ ಅವರು, ''ಬೀದಿ ನಾಯಿಗಳನ್ನು ನಿಯಂತ್ರಿಸುವಲ್ಲಿ ಮಹಾನಗರ ಪಾಲಿಕೆ ಸಂಪೂರ್ಣ ವಿಫಲವಾಗಿದೆ. bbox=[509, 789, 615, 904]
obit3-family2: ಶೀತಲ ಫಾಯಿನಾನ್ಸ್, ಗುರುಕಾಶಿ ವಾಯಿನ್ಸ್, ಆಶಾದೀಪ ಟ್ರೇಡರ್ಸ್, ಡಿಜೆಎಸ್ ಪಬ್ಲಿಕ್ ಸ್ಕೂಲ್, ಆಶಾದೀಪ ಟ್ರಾನ್ಸ್‌ಪೋರ್ಟ್, bbox=[751, 1445, 969, 1465]
bodhi-sub2: ಹುಬ್ಬಳ್ಳಿ ನಾಡಿಗ ಮಠಾಧೀಶರಿಂದ ಸಂದೇಶ bbox=[842, 306, 932, 313]
blde-campus: Smt. Bangaramma Sajjan Campus, bbox=[65, 874, 223, 885]
digital-col2: ತರಬೇತಿಗೆ ನೋಂದಾಯಿಸಿದ ಮಹಿಳೆಯರು ಮೊಬೈಲ್ ಮೂಲಕ ಸರಕಾರಿ ಸೇವೆಗಳನ್ನು ಪಡೆಯುವ ವಿಧಾನ, ಯುಪಿಐ ಪಾವತಿ ಹಾಗೂ ಸುರಕ್ಷಿತ ಬಳಕೆ ಕುರಿತು ಮಾಹಿತಿ ಪಡೆದರು. ನೂರಕ್ಕೂ ಹೆಚ್ಚು ಮಹಿಳೆಯರು ಕಾರ್ಯಕ್ರಮದಲ್ಲಿ ಪಾಲ್ಗೊಂಡಿದ್ದರು. bbox=[593, 477, 725, 524]
box-title: ಕೇಂದ್ರ ಸಚಿವರ ಭೇಟಿ bbox=[633, 99, 706, 112]
lamp-icon: 🪔 bbox=[754, 993, 773, 1010]
column-divider bbox=[500, 760, 501, 1486]
obit3-sub: ಸಾ : ಬೆಲ್ಲದ ಬಾಗೇವಾಡಿ bbox=[833, 1383, 887, 1390]
bank-name-kn: ಕರ್ನಾಟಕ ಗ್ರಾಮೀಣ ಬ್ಯಾಂಕ್ bbox=[546, 1201, 657, 1215]
award-students-photo bbox=[160, 341, 436, 449]
recruitment-kn: ಉದ್ಯೋಗ bbox=[314, 1000, 340, 1009]
obit2-sub: ಸಾ|| ಗೋಕಾಕ. ಮರಣ: 25-01-2011 bbox=[814, 1085, 906, 1092]
blde-title2: OF NURSING SCIENCES bbox=[56, 857, 232, 874]
election-sign: ಸಹಿ/- (ಜವಳಗಿ ಕೆ.) ಚುನಾವಣಾ ಅಧಿಕಾರಿ bbox=[184, 1424, 263, 1431]
wanted-l5: First Preference for Ladies bbox=[280, 1283, 374, 1306]
article-digital bbox=[444, 336, 728, 562]
grameena-bank-notice bbox=[504, 1196, 728, 1488]
obit3-birth-label: : ಜನನ : bbox=[752, 1347, 774, 1354]
article-rayanna bbox=[274, 566, 728, 756]
facebook-icon: f bbox=[558, 7, 569, 18]
obit1-photo bbox=[814, 634, 906, 762]
table-row: 01 PG Nursing Tutor MSc(N) with - Medical Surgical Nursing (Freshers) - Comm.Health Nursing (Freshers) bbox=[27, 1013, 262, 1048]
table-row: 5 14(ಇ) 14(ಎಫ್) ಚುನಾವಣೆ, ಮತದಾನ ಮತ್ತು ಫಲಿತಾಂಶ ಪ್ರಕಟಣೆ 25-01-2026 ಬೆಳಗ್ಗೆ 9.00 ರಿಂದ ಸಂಜೆ 4.00 ರವರೆಗೆ ಬ್ಯಾಂಕಿನ ಆಡಳಿತ ಕಚೇರಿ (ಸೆಂಟ್ರಲ್ ಹೈಸ್ಕೂಲ್ ಹತ್ತಿರ ಬೆಳಗಾವಿ) bbox=[14, 1386, 263, 1422]
article-jatre bbox=[8, 336, 148, 562]
recruitment-en: RECRUITMENT bbox=[299, 1018, 355, 1027]
digital-byline: ವಿಕ ಸುದ್ದಿಲೋಕ ಇಟಗಿ bbox=[451, 369, 587, 380]
election-date: ದಿನಾಂಕ: 08/01/2026 bbox=[13, 1424, 62, 1431]
bank-head-office-kn: ಪ್ರಧಾನ ಕಚೇರಿ, ಬಳ್ಳಾರಿ bbox=[674, 1232, 721, 1239]
vk-contact-box bbox=[735, 550, 985, 606]
masthead-colorbar bbox=[8, 26, 982, 30]
ration-col1: ತಾಲೂಕಿನಲ್ಲಿ ಹೊಸ ಪಡಿತರ ಚೀಟಿ ಪಡೆಯಲು ಕಾಯುತ್ತಿರುವ ಅರ್ಜಿದಾರರಿಗೆ ಪಂಚನಾಮೆ ಪ್ರಕ್ರಿಯೆ ಆರಂಭವಾಗಿದ್ದು, ಈ ಸಂದರ್ಭದಲ್ಲಿ ಸಾರ್ವಜನಿಕರು ಯಾವುದೇ ಮಧ್ಯವರ್ತಿಗಳಿಗೆ ಹಣ ನೀಡಿ ಮೋಸ ಹೋಗಬಾರದು ಎಂದು ಗ್ಯಾರಂಟಿ ಯೋಜನೆ ಅನುಷ್ಠಾನ ಸಮಿತಿ ಅಧ್ಯಕ್ಷ ಸೂರ್ಯಕಾಂತ ಕುಲಕರ್ಣಿ ಮನವಿ ಮಾಡಿದ್ದಾರೆ. 2022ರಿಂದ 2024ರ ಅವಧಿಯಲ್ಲಿ ಹೊಸ ಪಡಿತರ ಚೀಟಿಗಾಗಿ ಆನ್‌ಲೈನ್‌ನಲ್ಲಿ ಅರ್ಜಿ ಸಲ್ಲಿಸಿದ ನಾಗರಿಕರ ಮನೆಗೆ ಆಹಾರ ಮತ್ತು ನಾಗರಿಕ ಸರಬರಾಜು ಇಲಾಖೆಯ ಅಧಿಕಾರಿಗಳು ಹಾಗೂ ಸಿಬ್ಬಂದಿ ಭೇಟಿ ನೀಡುತ್ತಿದ್ದಾರೆ. ಅರ್ಜಿದಾರರ ವಾಸಸ್ಥಳದ ಪರಿಶೀಲನೆ, ಏಕರಾರು ಹಾಗೂ ಪಂಚನಾಮೆ ನಡೆದು, ಫಲಾನುಭವಿಗಳ ಭಾವಚಿತ್ರ ಮತ್ತು ಅಗತ್ಯ ಮಾಹಿತಿಯನ್ನು ಸ್ಥಳದಲ್ಲೇ ಸಂಗ್ರಹಿಸಲಾಗುತ್ತಿದೆ. ಇದು ಸರಕಾರದ ಅಧಿಕೃತ ಪ್ರಕ್ರಿಯೆಯಾಗಿದೆ. bbox=[8, 91, 133, 282]
dogs-headline: ಬೀದಿ ನಾಯಿಗಳ ನಿಯಂತ್ರಣಕ್ಕೆ ಆಗ್ರಹ bbox=[509, 765, 698, 784]
election-org: ದಿ ಭಾಗ್ಯತಿ ಕೋ-ಆಪ್ ಬ್ಯಾಂಕ್ ನಿ., ಬೆಳಗಾವಿ ತಾ.ಜಿ. ಬೆಳಗಾವಿ ಹಾಗೂ bbox=[131, 1431, 263, 1438]
bekagiddare-ad bbox=[274, 1078, 380, 1185]
article-lingaraja bbox=[274, 760, 496, 932]
byline-bullet-icon bbox=[274, 606, 279, 611]
blde-phone[interactable]: Ph: 262770 Extn. 2151 & 2152 (O), Mob.No: 9901498014 bbox=[33, 896, 255, 906]
rotary-logo: Rotary Club of Belgaum bbox=[27, 571, 84, 585]
personal-label: personal bbox=[386, 977, 494, 995]
table-row: 2 14(ಬಿ) ನಾಮಪತ್ರಗಳ ಪರಿಶೀಲನೆ 18-01-2026 ಬೆಳಗ್ಗೆ 11.00 ಕ್ಕೆ ಬ್ಯಾಂಕಿನ ಕೇಂದ್ರ ಕಚೇರಿಯಲ್ಲಿ bbox=[14, 1328, 263, 1347]
vk-logo-blue: ಕರ್ನಾಟಕ bbox=[895, 3, 943, 19]
obit1-divider: ********** ದುಃಖಿತರು ********** bbox=[822, 823, 898, 831]
ration-byline: ವಿಕ ಸುದ್ದಿಲೋಕ ಖಾನಾಪುರ bbox=[8, 77, 133, 88]
blde-nursing-ad bbox=[20, 826, 268, 1178]
training-photo bbox=[593, 367, 725, 453]
contact-phones[interactable]: 8884889965/9986032479 bbox=[822, 570, 977, 586]
article-ration bbox=[8, 34, 266, 330]
flight-col3: ಸದ್ಯಕ್ಕೆ ಬೇಕು: ಮುಂಬೈ, ಚೆನ್ನೈ, ಹೈದರಾಬಾದ್, ಅಹಮದಾಬಾದ್ ನಗರಗಳಿಗೆ ನೇರ ವಿಮಾನ ಸೇವೆ ಆರಂಭಿಸಬೇಕು. ಟಿಕೆಟ್ ದರ ನಿಯಂತ್ರಣಕ್ಕೂ ಕ್ರಮ ಕೈಗೊಳ್ಳಬೇಕು ಎಂದು ಸಂಘ ಆಗ್ರಹಿಸಿದೆ. ಸುದ್ದಿಗೋಷ್ಠಿಯಲ್ಲಿ ಸಂಘದ ಪದಾಧಿಕಾರಿಗಳು ಉಪಸ್ಥಿತರಿದ್ದರು. bbox=[393, 232, 606, 260]
x-icon: ✕ bbox=[408, 7, 419, 18]
article-dogs bbox=[502, 760, 728, 932]
blde-secretary: General Secretary bbox=[170, 1138, 248, 1149]
grameena-mobile[interactable]: ಮೊಬೈಲ್ : 9108699800 bbox=[511, 1388, 579, 1396]
facebook-link[interactable]: facebook.com/vijaykarnataka bbox=[573, 9, 670, 18]
dogs-continuation: ಆಗ್ರಹಿಸಿದರು. ವಕೀಲರಾದ ಎ.ಡಿ. ನದಾಫ್, ಎಂ.ಎಸ್. ಕಮಲಾಪುರ, ಡಬ್ಲ್ಯೂ.ಎಂ. ಕಾಹಪುರಿ ಇದ್ದರು. bbox=[622, 941, 726, 968]
lamp-icon: 🪔 bbox=[753, 1285, 772, 1302]
page-number: 08 bbox=[8, 4, 33, 21]
obituary-28th bbox=[735, 1218, 985, 1505]
byline-bullet-icon bbox=[451, 372, 456, 377]
obit2-photo bbox=[816, 962, 904, 1072]
table-row: 1 14(ಎ) ಉಮೇದುವಾರಿಕೆ ನಾಮಪತ್ರ ಸಲ್ಲಿಸುವ ದಿನಾಂಕ 11-01-2026 ರಿಂದ 17-01-2026 ಬ್ಯಾಂಕಿನ ಕೇಂದ್ರ ಕಚೇರಿಯಲ್ಲಿ ನಿಯೋಜಿತ ಅಧಿಕಾರಿಗಳ ಎದುರು ಬೆಳಗ್ಗೆ 10.00 ರಿಂದ ಮಧ್ಯಾಹ್ನ 3.00 ರವರೆಗೆ bbox=[14, 1293, 263, 1329]
play-arrow-icon bbox=[415, 950, 424, 962]
wanted-ad bbox=[274, 1191, 380, 1336]
blde-note: Candidates are informed to send their applications with attested photocopies of relevant certificates to the mail address principal.con@bldea.org address on or before 17/01/2026. bbox=[34, 1079, 254, 1124]
rayanna-caption: ಕಾಕತಿಯಲ್ಲಿ ರಾಯಣ್ಣ ಜ್ಯೋತಿಯಾತ್ರೆಗೆ ಗ್ರಾಮದ ಮುಖಂಡರು, ಮಕ್ಕಳು ಅದ್ದೂರಿ ಸ್ವಾಗತಕೋರಿದರು. bbox=[372, 709, 570, 729]
obit1-birth-label: ಜನನ: bbox=[758, 726, 774, 735]
obit3-divider: :: ನಿಮ್ಮ ಸ್ಮರಣೆಯಲ್ಲಿರುವ :: bbox=[829, 1427, 891, 1435]
blde-th-slno: SL. No bbox=[27, 988, 56, 1013]
flight-kicker: ಪುನರಾರಂಭಿಸದಿದ್ದಲ್ಲಿ ಉಗ್ರ ಹೋರಾಟದ ಎಚ್ಚರಿಕೆ bbox=[277, 34, 728, 54]
obit3-family3: ವಾಳವಿಂಡಿ ಬಂಧುಗಳು ಬೆಲ್ಲದ ಬಾಗೇವಾಡಿ bbox=[810, 1466, 910, 1476]
inter-wordmark: inter bbox=[337, 946, 375, 965]
blde-th-post: Post bbox=[56, 988, 125, 1013]
annotsav-ad bbox=[20, 566, 268, 822]
obit2-footer: ಉಪ್ಪಾರ ಗಲ್ಲಿ ಗೋಕಾಕ. ಜಿ. ಬೆಳಗಾವಿ bbox=[818, 1174, 902, 1182]
agent-contact-button[interactable]: ಪ್ರತಿಗಳಿಗೆ ನಿಮ್ಮ ಏಜೆಂಟರನ್ನು ಸಂಪರ್ಕಿಸಿ bbox=[796, 518, 978, 539]
blde-address: B.M.Patil Road, Vijayapura-586 103 Karnataka bbox=[41, 885, 247, 896]
times-wordmark: TIMES bbox=[280, 946, 335, 965]
vk-masthead-logo bbox=[858, 3, 943, 20]
flight-headline: ವಿಮಾನ ಸೇವೆ ಸ್ಥಗಿತಕ್ಕೆ ಉದ್ಯಮಿಗಳ ಆಕ್ರೋಶ bbox=[277, 56, 673, 88]
flight-photo-caption: ಸುದ್ದಿಗೋಷ್ಠಿಯಲ್ಲಿ ಬೆಳಗಾವಿ ವಾಣಿಜ್ಯೋದ್ಯಮ ಸಂಘದ ಅಧ್ಯಕ್ಷ ಪ್ರಭಾಕರ ನಾಗರಮುನೋಳಿ ಮಾತನಾಡಿದರು. bbox=[393, 207, 571, 228]
annotsav-body: Be there as we open the gates to 10 days of food, entertainment, and celebration! bbox=[113, 679, 246, 710]
